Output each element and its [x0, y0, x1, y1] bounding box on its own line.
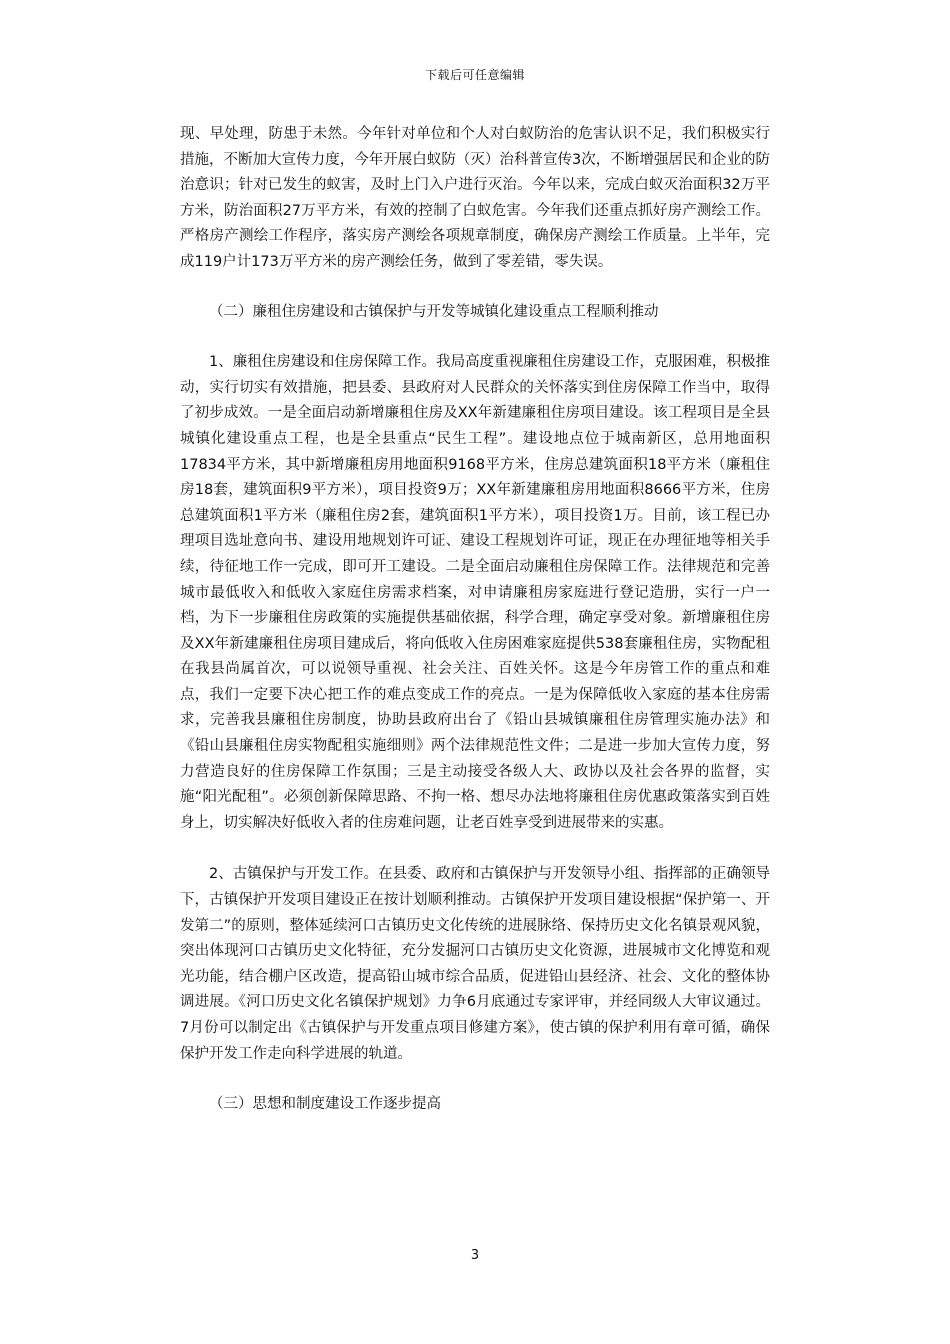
section-heading-2: （二）廉租住房建设和古镇保护与开发等城镇化建设重点工程顺利推动	[209, 303, 659, 320]
document-body	[180, 122, 770, 1143]
page-number: 3	[470, 1248, 480, 1263]
paragraph-ancient-town: 2、古镇保护与开发工作。在县委、政府和古镇保护与开发领导小组、指挥部的正确领导下，古镇保护开发项目建设正在按计划顺利推动。古镇保护开发项目建设根据“保护第一、开发第二”的原则，整体延续河口古镇历史文化传统的进展脉络、保持历史文化名镇景观风貌，突出体现河口古镇历史文化特征，充分发掘河口古镇历史文化资源，进展城市文化博览和观光功能，结合棚户区改造，提高铅山城市综合品质，促进铅山县经济、社会、文化的整体协调进展。《河口历史文化名镇保护规划》力争6月底通过专家评审，并经同级人大审议通过。7月份可以制定出《古镇保护与开发重点项目修建方案》，使古镇的保护利用有章可循，确保保护开发工作走向科学进展的轨道。	[180, 866, 770, 1062]
paragraph-low-rent-housing: 1、廉租住房建设和住房保障工作。我局高度重视廉租住房建设工作，克服困难，积极推动，实行切实有效措施，把县委、县政府对人民群众的关怀落实到住房保障工作当中，取得了初步成效。一是全面启动新增廉租住房及XX年新建廉租住房项目建设。该工程项目是全县城镇化建设重点工程，也是全县重点“民生工程”。建设地点位于城南新区，总用地面积17834平方米，其中新增廉租房用地面积9168平方米，住房总建筑面积18平方米（廉租住房18套，建筑面积9平方米），项目投资9万；XX年新建廉租房用地面积8666平方米，住房总建筑面积1平方米（廉租住房2套，建筑面积1平方米），项目投资1万。目前，该工程已办理项目选址意向书、建设用地规划许可证、建设工程规划许可证，现正在办理征地等相关手续，待征地工作一完成，即可开工建设。二是全面启动廉租住房保障工作。法律规范和完善城市最低收入和低收入家庭住房需求档案，对申请廉租房家庭进行登记造册，实行一户一档，为下一步廉租住房政策的实施提供基础依据，科学合理，确定享受对象。新增廉租住房及XX年新建廉租住房项目建成后，将向低收入住房困难家庭提供538套廉租住房，实物配租在我县尚属首次，可以说领导重视、社会关注、百姓关怀。这是今年房管工作的重点和难点，我们一定要下决心把工作的难点变成工作的亮点。一是为保障低收入家庭的基本住房需求，完善我县廉租住房制度，协助县政府出台了《铅山县城镇廉租住房管理实施办法》和《铅山县廉租住房实物配租实施细则》两个法律规范性文件；二是进一步加大宣传力度，努力营造良好的住房保障工作氛围；三是主动接受各级人大、政协以及社会各界的监督，实施“阳光配租”。必须创新保障思路、不拘一格、想尽办法地将廉租住房优惠政策落实到百姓身上，切实解决好低收入者的住房难问题，让老百姓享受到进展带来的实惠。	[180, 354, 770, 831]
paragraph-termite-control: 现、早处理，防患于未然。今年针对单位和个人对白蚁防治的危害认识不足，我们积极实行措施，不断加大宣传力度，今年开展白蚁防（灭）治科普宣传3次，不断增强居民和企业的防治意识；针对已发生的蚁害，及时上门入户进行灭治。今年以来，完成白蚁灭治面积32万平方米，防治面积27万平方米，有效的控制了白蚁危害。今年我们还重点抓好房产测绘工作。严格房产测绘工作程序，落实房产测绘各项规章制度，确保房产测绘工作质量。上半年，完成119户计173万平方米的房产测绘任务，做到了零差错，零失误。	[180, 126, 770, 270]
section-heading-3: （三）思想和制度建设工作逐步提高	[209, 1096, 441, 1113]
page-header: 下载后可任意编辑	[424, 68, 525, 82]
